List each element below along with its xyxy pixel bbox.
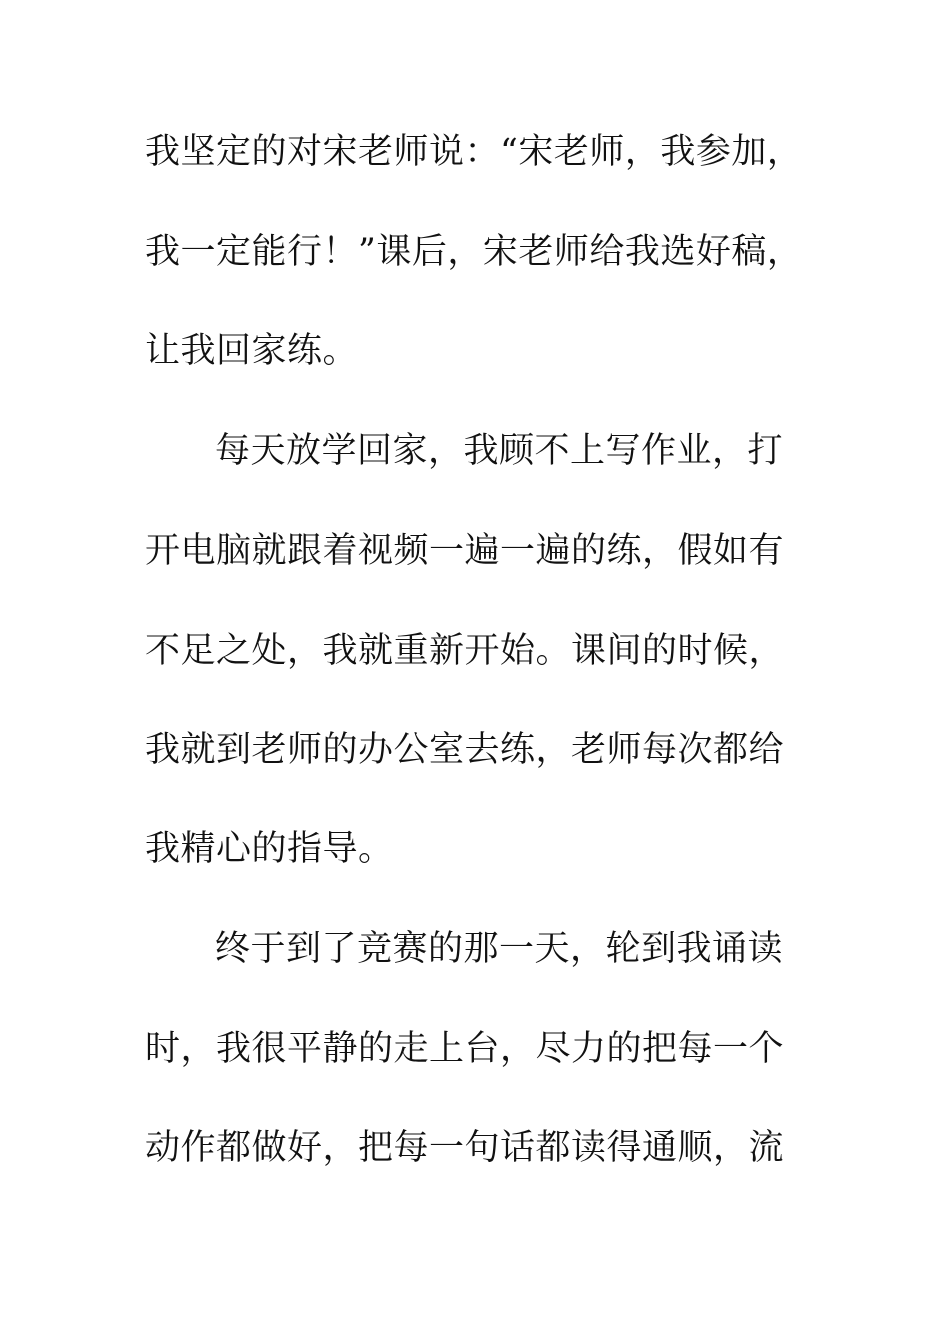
paragraph-first-line: 终于到了竞赛的那一天，轮到我诵读 [215,929,784,969]
text-line: 我就到老师的办公室去练，老师每次都给 [145,730,785,770]
text-line: 开电脑就跟着视频一遍一遍的练，假如有 [145,531,785,571]
text-line: 动作都做好，把每一句话都读得通顺，流 [145,1128,785,1168]
text-line: 我精心的指导。 [145,829,394,869]
text-line: 不足之处，我就重新开始。课间的时候， [145,631,785,671]
text-line: 我一定能行！”课后，宋老师给我选好稿， [145,232,803,272]
text-line: 时，我很平静的走上台，尽力的把每一个 [145,1029,785,1069]
text-line: 让我回家练。 [145,331,359,371]
text-line: 我坚定的对宋老师说：“宋老师，我参加， [145,132,803,172]
paragraph-first-line: 每天放学回家，我顾不上写作业，打 [215,431,784,471]
